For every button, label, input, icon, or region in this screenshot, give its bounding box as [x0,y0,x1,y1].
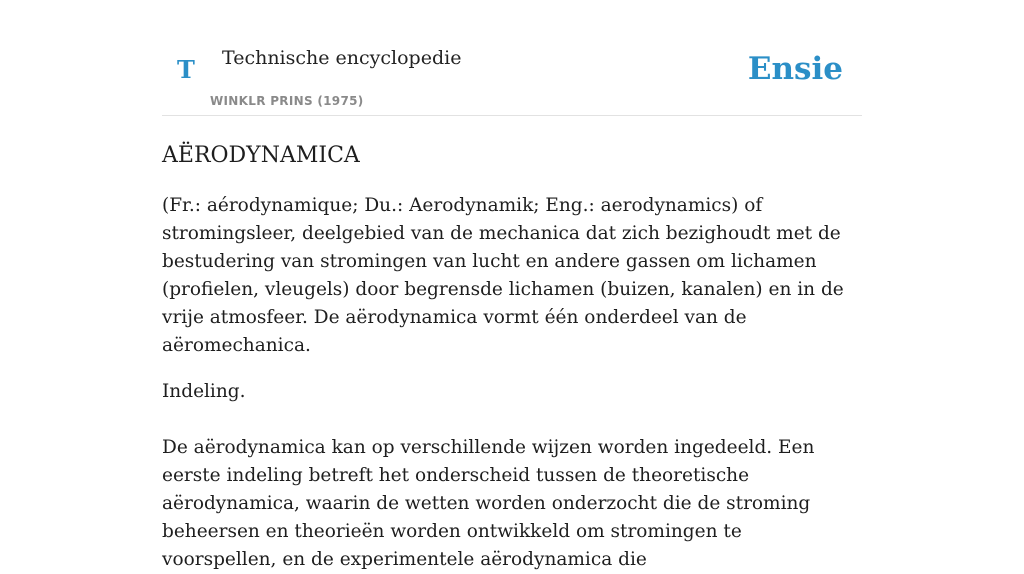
entry-intro-paragraph: (Fr.: aérodynamique; Du.: Aerodynamik; Eng.: aerodynamics) of stromingsleer, deelgebied van de mechanica dat zich bezighoudt met de bestudering van stromingen van lucht en andere gassen om lichamen (profielen, vleugels) door begrensde lichamen (buizen, kanalen) en in de vrije atmosfeer. De aërodynamica vormt één onderdeel van de aëromechanica. [162,195,844,356]
entry-title: AËRODYNAMICA [162,143,360,168]
book-header [162,0,862,116]
book-title-link[interactable]: Technische encyclopedie [222,47,462,69]
book-logo-icon[interactable]: T [177,55,195,84]
page-container [162,0,862,574]
book-subtitle: WINKLR PRINS (1975) [210,94,364,108]
section-heading: Indeling. [162,381,246,402]
section-paragraph: De aërodynamica kan op verschillende wijzen worden ingedeeld. Een eerste indeling betreft het onderscheid tussen de theoretische aërodynamica, waarin de wetten worden onderzocht die de stroming beheersen en theorieën worden ontwikkeld om stromingen te voorspellen, en de experimentele aërodynamica die [162,437,815,570]
ensie-logo[interactable]: Ensie [747,51,843,87]
